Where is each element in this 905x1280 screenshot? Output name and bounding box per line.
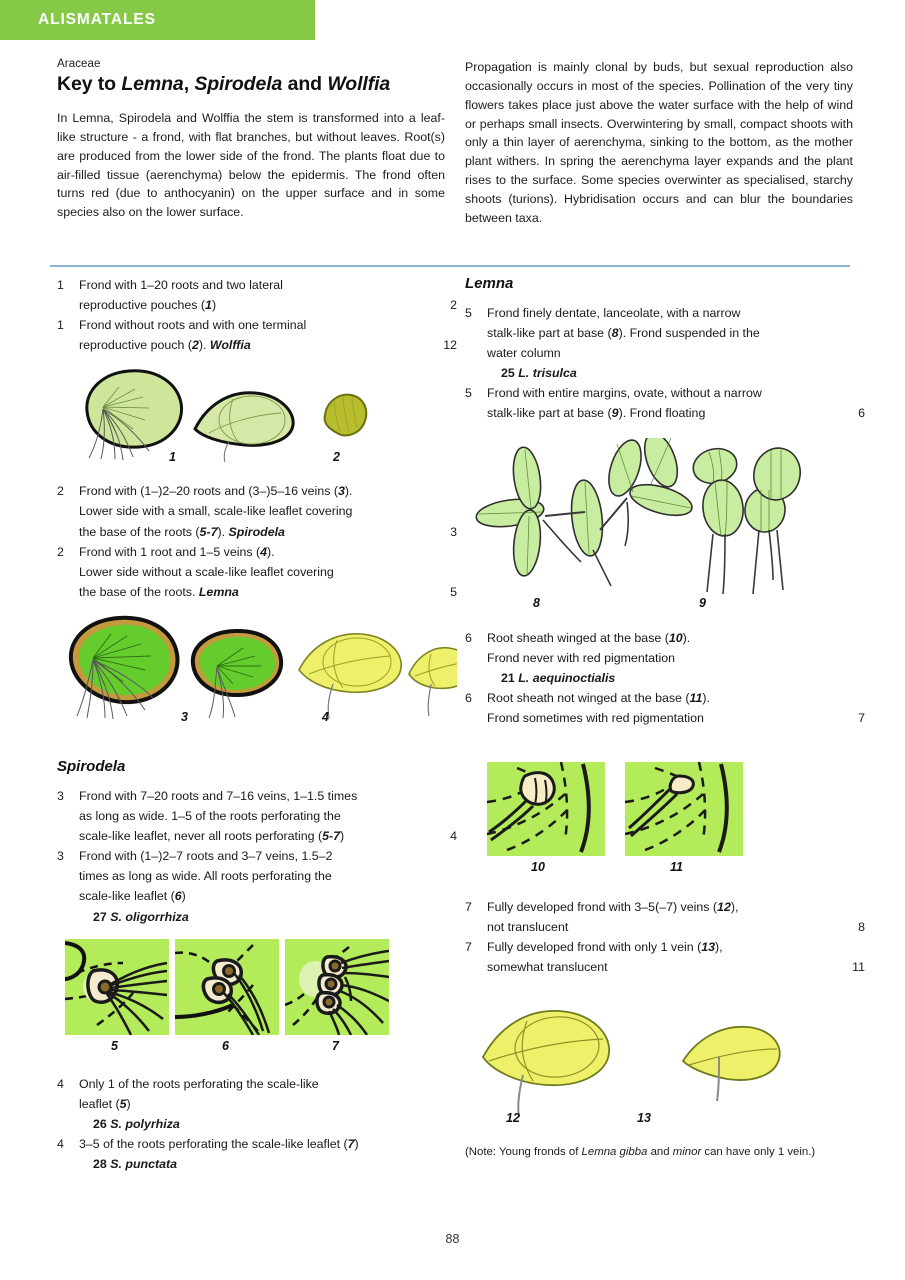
lead-number: 1 — [57, 278, 64, 292]
lead-text — [487, 937, 865, 977]
left-key-column — [57, 275, 457, 1174]
lead-number: 3 — [57, 788, 64, 803]
lead-text — [79, 1134, 457, 1154]
figure-group-5-6-7 — [57, 939, 457, 1074]
key-lead-7b — [465, 937, 865, 977]
lead-line-1-tail: ). — [344, 484, 353, 499]
figure-caption: 1 — [169, 450, 176, 465]
lead-destination: 5 — [450, 584, 457, 599]
figure-ref: 12 — [717, 900, 731, 915]
lead-line-3: the base of the roots ( — [79, 524, 200, 539]
lead-text — [487, 897, 865, 937]
species-number: 28 — [93, 1156, 111, 1171]
figure-ref: 6 — [174, 889, 182, 904]
species-name: S. oligorrhiza — [110, 909, 189, 924]
lead-line-1: Frond with (1–)2–7 roots and 3–7 veins, 1.5–2 — [79, 849, 333, 864]
taxon-name: Wolffia — [209, 338, 251, 353]
lead-number: 2 — [57, 544, 64, 559]
lead-destination: 11 — [852, 960, 865, 975]
lead-line-1: Frond with 7–20 roots and 7–16 veins, 1–1.5 times — [79, 788, 358, 803]
lead-line-2: Frond sometimes with red pigmentation — [487, 710, 704, 725]
lead-line-1-tail: ), — [730, 900, 739, 915]
lead-line-3-tail: ) — [181, 889, 186, 904]
lead-text — [487, 303, 865, 363]
title-genus-spirodela: Spirodela — [194, 73, 283, 95]
species-number: 25 — [501, 366, 519, 381]
lead-line-1: Root sheath winged at the base ( — [487, 630, 669, 645]
lead-number: 4 — [57, 1076, 64, 1091]
right-intro-column — [465, 58, 853, 228]
title-genus-lemna: Lemna — [121, 73, 184, 95]
lead-text — [79, 542, 457, 602]
note-taxon-2: minor — [672, 1146, 702, 1159]
figure-caption: 3 — [181, 709, 188, 724]
figure-group-8-9 — [465, 438, 865, 628]
figure-caption: 4 — [322, 709, 329, 724]
lead-text — [79, 1074, 457, 1114]
figure-ref: 5 — [119, 1096, 127, 1111]
illustration-fronds-12-13 — [465, 999, 865, 1124]
species-name: S. punctata — [110, 1156, 178, 1171]
lead-line-1: Frond finely dentate, lanceolate, with a narrow — [487, 306, 741, 320]
key-lead-1b — [57, 315, 457, 355]
lead-destination: 2 — [450, 298, 457, 313]
lead-line-1: Frond with 1–20 roots and two lateral — [79, 278, 283, 292]
lead-line-2-tail: ) — [211, 298, 217, 313]
species-number: 21 — [501, 670, 519, 685]
figure-group-10-11 — [465, 762, 865, 897]
lead-text — [79, 786, 457, 846]
illustration-root-sheaths-10-11 — [465, 762, 865, 877]
lead-line-1: Root sheath not winged at the base ( — [487, 690, 690, 705]
lead-line-2: as long as wide. 1–5 of the roots perforating the — [79, 809, 341, 824]
key-lead-6a — [465, 628, 865, 668]
key-lead-3b — [57, 846, 457, 906]
title-genus-wollfia: Wollfia — [327, 73, 391, 95]
lead-line-3: water column — [487, 346, 561, 361]
key-lead-5a — [465, 303, 865, 363]
lead-line-1-tail: ). — [682, 630, 691, 645]
lead-destination: 3 — [450, 524, 457, 539]
species-number: 27 — [93, 909, 111, 924]
lead-number: 1 — [57, 318, 64, 333]
illustration-fronds-8-9 — [465, 438, 865, 610]
key-lead-4a — [57, 1074, 457, 1114]
lead-number: 7 — [465, 900, 472, 915]
figure-caption: 6 — [222, 1038, 229, 1053]
key-lead-4b — [57, 1134, 457, 1154]
lead-destination: 8 — [858, 920, 865, 935]
order-name: ALISMATALES — [38, 11, 156, 28]
genus-heading-lemna: Lemna — [465, 275, 514, 292]
key-lead-1a — [57, 275, 457, 315]
taxon-name: Lemna — [198, 584, 239, 599]
lead-number: 6 — [465, 630, 472, 645]
lead-number: 3 — [57, 849, 64, 864]
species-result-aequinoctialis — [465, 668, 865, 688]
illustration-fronds-1-2 — [57, 363, 457, 463]
figure-caption: 12 — [506, 1111, 520, 1126]
lead-line-2-tail: ). Frond floating — [618, 406, 706, 421]
figure-caption: 10 — [531, 860, 545, 875]
figure-ref: 8 — [611, 326, 619, 341]
species-name: L. aequinoctialis — [518, 670, 616, 685]
lead-line-1-tail: ) — [354, 1136, 359, 1151]
lead-text — [79, 846, 457, 906]
figure-ref: 3 — [337, 484, 345, 499]
lead-line-3-tail: ). — [217, 524, 229, 539]
lead-number: 7 — [465, 940, 472, 955]
lead-line-2: reproductive pouches ( — [79, 298, 206, 313]
illustration-fronds-3-4 — [57, 612, 457, 722]
species-result-polyrhiza — [57, 1114, 457, 1134]
genus-heading-spirodela: Spirodela — [57, 757, 126, 775]
figure-ref: 7 — [347, 1136, 355, 1151]
lead-line-1-tail: ), — [715, 940, 723, 955]
vein-note — [465, 1144, 865, 1161]
title-conjunction: and — [282, 73, 328, 95]
figure-caption: 11 — [670, 860, 683, 875]
lead-destination: 4 — [450, 829, 457, 844]
lead-line-2: Lower side with a small, scale-like leaflet covering — [79, 504, 353, 519]
figure-ref: 1 — [205, 298, 212, 313]
right-intro-paragraph: Propagation is mainly clonal by buds, but sexual reproduction also occasionally occurs in most of the species. Pollination of the very tiny flowers takes place just above the water surface with the help of wind or perhaps small insects. Overwintering by small, compact shoots with only a thin layer of aerenchyma, sinking to the bottom, as the mother plant withers. In spring the aerenchyma layer expands and the plant rises to the surface. Some species overwinter as specialised, starchy shoots (turions). Hybridisation occurs and can blur the boundaries between taxa. — [465, 60, 853, 225]
lead-line-2: Lower side without a scale-like leaflet covering — [79, 564, 334, 579]
key-lead-3a — [57, 786, 457, 846]
figure-caption: 5 — [111, 1038, 118, 1053]
lead-line-1: Only 1 of the roots perforating the scale-like — [79, 1076, 319, 1091]
section-divider — [50, 265, 850, 267]
lead-destination: 7 — [858, 710, 865, 725]
lead-number: 5 — [465, 386, 472, 401]
lead-number: 4 — [57, 1136, 64, 1151]
figure-ref: 4 — [260, 544, 268, 559]
title-separator: , — [183, 73, 195, 95]
figure-caption: 7 — [332, 1038, 339, 1053]
figure-ref: 9 — [611, 406, 619, 421]
lead-line-3: scale-like leaflet, never all roots perforating ( — [79, 829, 323, 844]
lead-line-1: Frond with 1 root and 1–5 veins ( — [79, 544, 261, 559]
left-intro-paragraph: In Lemna, Spirodela and Wolffia the stem is transformed into a leaf-like structure - a frond, with flat branches, but without leaves. Root(s) are produced from the lower side of the frond. The plants float due to air-filled tissue (aerenchyma) below the epidermis. The frond often turns red (due to anthocyanin) on the upper surface and in some species also on the lower surface. — [57, 111, 445, 220]
lead-line-2: reproductive pouch ( — [79, 338, 192, 353]
lead-destination: 6 — [858, 406, 865, 421]
species-name: L. trisulca — [518, 366, 577, 381]
lead-line-2-tail: ). Frond suspended in the — [618, 326, 760, 341]
taxon-name: Spirodela — [228, 524, 285, 539]
figure-ref: 5-7 — [199, 524, 218, 539]
lead-line-1-tail: ). — [267, 544, 275, 559]
figure-ref: 5-7 — [322, 829, 341, 844]
lead-number: 2 — [57, 484, 64, 499]
lead-line-2: Frond never with red pigmentation — [487, 650, 676, 665]
lead-line-2-tail: ). — [198, 338, 210, 353]
species-result-oligorrhiza — [57, 907, 457, 927]
lead-number: 5 — [465, 306, 472, 320]
lead-text — [79, 481, 457, 541]
left-intro-column — [57, 58, 445, 222]
title-prefix: Key to — [57, 73, 122, 95]
lead-line-2: stalk-like part at base ( — [487, 326, 612, 341]
figure-ref: 10 — [668, 630, 683, 645]
family-name: Araceae — [57, 58, 101, 70]
lead-line-2: not translucent — [487, 920, 569, 935]
key-lead-6b — [465, 688, 865, 728]
species-name: S. polyrhiza — [110, 1116, 180, 1131]
figure-ref: 2 — [191, 338, 199, 353]
lead-line-2: leaflet ( — [79, 1096, 120, 1111]
lead-line-1: Frond without roots and with one terminal — [79, 318, 307, 333]
key-lead-2b — [57, 542, 457, 602]
figure-ref: 13 — [701, 940, 715, 955]
species-number: 26 — [93, 1116, 111, 1131]
lead-text — [487, 628, 865, 668]
figure-caption: 9 — [699, 595, 706, 610]
figure-group-1-2 — [57, 363, 457, 481]
note-part-3: can have only 1 vein.) — [701, 1146, 816, 1159]
lead-line-1: Frond with entire margins, ovate, without a narrow — [487, 386, 762, 401]
lead-line-1-tail: ). — [702, 690, 710, 705]
lead-line-3-tail: ) — [340, 829, 345, 844]
note-taxon-1: Lemna gibba — [581, 1146, 648, 1159]
lead-text — [487, 383, 865, 423]
figure-group-12-13 — [465, 999, 865, 1144]
figure-ref: 11 — [689, 690, 703, 705]
key-lead-5b — [465, 383, 865, 423]
figure-caption: 2 — [333, 450, 340, 465]
lead-line-1: Frond with (1–)2–20 roots and (3–)5–16 veins ( — [79, 484, 338, 499]
lead-line-2: somewhat translucent — [487, 960, 608, 975]
figure-caption: 13 — [637, 1111, 651, 1126]
lead-line-2: stalk-like part at base ( — [487, 406, 612, 421]
order-header-band — [0, 0, 315, 40]
lead-destination: 12 — [443, 338, 457, 353]
figure-caption: 8 — [533, 595, 540, 610]
lead-line-1: 3–5 of the roots perforating the scale-like leaflet ( — [79, 1136, 348, 1151]
species-result-trisulca — [465, 363, 865, 383]
note-part-2: and — [647, 1146, 673, 1159]
page-number: 88 — [445, 1232, 460, 1246]
key-lead-2a — [57, 481, 457, 541]
figure-group-3-4 — [57, 612, 457, 740]
lead-line-1: Fully developed frond with only 1 vein ( — [487, 940, 702, 955]
lead-line-2: times as long as wide. All roots perforating the — [79, 869, 332, 884]
lead-text — [487, 688, 865, 728]
lead-line-2-tail: ) — [126, 1096, 131, 1111]
lead-number: 6 — [465, 690, 472, 705]
species-result-punctata — [57, 1154, 457, 1174]
note-part-1: (Note: Young fronds of — [465, 1146, 582, 1159]
lead-text — [79, 315, 457, 355]
lead-line-1: Fully developed frond with 3–5(–7) veins ( — [487, 900, 718, 915]
lead-text — [79, 275, 457, 315]
lead-line-3: scale-like leaflet ( — [79, 889, 175, 904]
lead-line-3: the base of the roots. — [79, 584, 199, 599]
illustration-root-details-5-6-7 — [57, 939, 457, 1051]
page-title — [57, 73, 445, 96]
key-lead-7a — [465, 897, 865, 937]
right-key-column — [465, 275, 865, 1162]
